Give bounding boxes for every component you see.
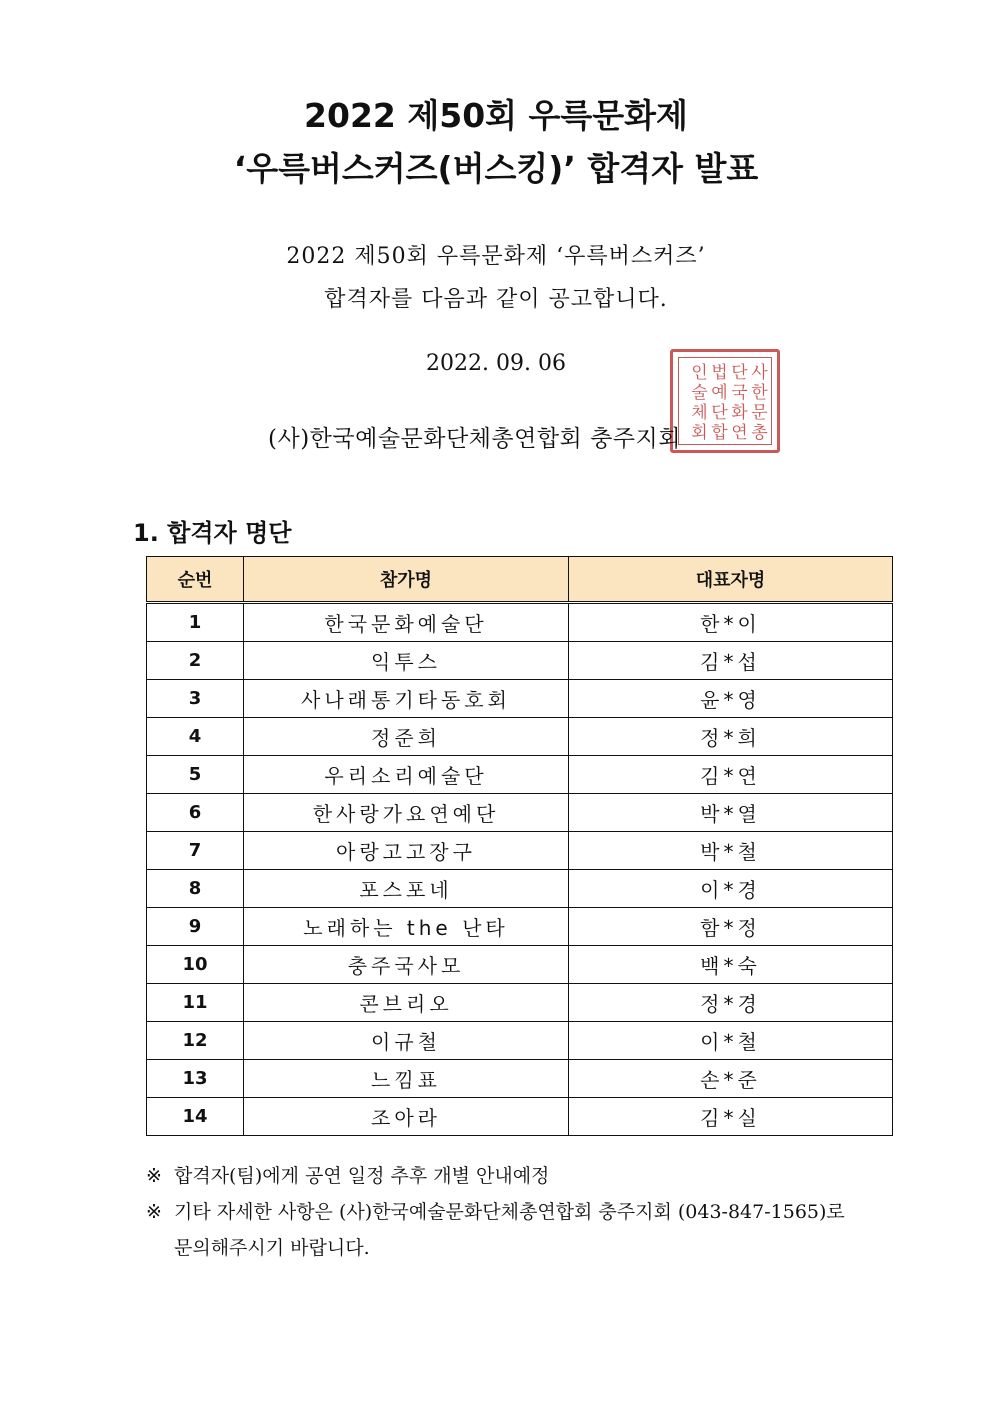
row-representative: 윤*영 bbox=[569, 680, 893, 718]
row-representative: 정*희 bbox=[569, 718, 893, 756]
row-representative: 정*경 bbox=[569, 984, 893, 1022]
page-title-line1: 2022 제50회 우륵문화제 bbox=[304, 96, 688, 135]
organization-name: (사)한국예술문화단체총연합회 충주지회 bbox=[268, 426, 681, 452]
announcement-date: 2022. 09. 06 bbox=[426, 351, 566, 376]
row-participant-name: 이규철 bbox=[244, 1022, 569, 1060]
table-row bbox=[147, 908, 893, 946]
header-participant-name: 참가명 bbox=[244, 557, 569, 603]
note-mark: ※ bbox=[146, 1165, 162, 1187]
row-participant-name: 노래하는 the 난타 bbox=[244, 908, 569, 946]
intro-line2: 합격자를 다음과 같이 공고합니다. bbox=[324, 287, 668, 312]
note-1 bbox=[146, 1158, 906, 1194]
row-representative: 김*섭 bbox=[569, 642, 893, 680]
row-number: 8 bbox=[147, 870, 244, 908]
row-representative: 함*정 bbox=[569, 908, 893, 946]
row-representative: 이*철 bbox=[569, 1022, 893, 1060]
row-participant-name: 한사랑가요연예단 bbox=[244, 794, 569, 832]
official-seal: 사단법인 한국예술 문화단체 총연합회 bbox=[670, 349, 780, 453]
note-2 bbox=[146, 1194, 906, 1230]
row-participant-name: 우리소리예술단 bbox=[244, 756, 569, 794]
table-row bbox=[147, 832, 893, 870]
notes bbox=[146, 1158, 906, 1266]
row-participant-name: 콘브리오 bbox=[244, 984, 569, 1022]
row-number: 2 bbox=[147, 642, 244, 680]
row-representative: 김*연 bbox=[569, 756, 893, 794]
table-row bbox=[147, 642, 893, 680]
row-representative: 김*실 bbox=[569, 1098, 893, 1136]
table-row bbox=[147, 1022, 893, 1060]
row-number: 4 bbox=[147, 718, 244, 756]
row-participant-name: 익투스 bbox=[244, 642, 569, 680]
row-number: 13 bbox=[147, 1060, 244, 1098]
page-title-line2: ‘우륵버스커즈(버스킹)’ 합격자 발표 bbox=[233, 149, 759, 188]
table-row bbox=[147, 946, 893, 984]
table-row bbox=[147, 1098, 893, 1136]
row-number: 1 bbox=[147, 603, 244, 642]
row-participant-name: 느낌표 bbox=[244, 1060, 569, 1098]
table-row bbox=[147, 603, 893, 642]
row-representative: 이*경 bbox=[569, 870, 893, 908]
row-number: 3 bbox=[147, 680, 244, 718]
table-row bbox=[147, 984, 893, 1022]
row-participant-name: 사나래통기타동호회 bbox=[244, 680, 569, 718]
row-participant-name: 아랑고고장구 bbox=[244, 832, 569, 870]
row-representative: 한*이 bbox=[569, 603, 893, 642]
note-1-text: 합격자(팀)에게 공연 일정 추후 개별 안내예정 bbox=[174, 1165, 550, 1187]
row-representative: 박*철 bbox=[569, 832, 893, 870]
note-2-text: 기타 자세한 사항은 (사)한국예술문화단체총연합회 충주지회 (043-847-1565)로 bbox=[174, 1201, 845, 1223]
table-header-row bbox=[147, 557, 893, 603]
row-participant-name: 정준희 bbox=[244, 718, 569, 756]
table-row bbox=[147, 718, 893, 756]
table-row bbox=[147, 870, 893, 908]
header-number: 순번 bbox=[147, 557, 244, 603]
row-number: 12 bbox=[147, 1022, 244, 1060]
row-number: 11 bbox=[147, 984, 244, 1022]
row-number: 7 bbox=[147, 832, 244, 870]
row-number: 5 bbox=[147, 756, 244, 794]
intro-line1: 2022 제50회 우륵문화제 ‘우륵버스커즈’ bbox=[286, 244, 706, 269]
row-participant-name: 조아라 bbox=[244, 1098, 569, 1136]
table-row bbox=[147, 756, 893, 794]
passers-table bbox=[146, 556, 893, 1136]
row-number: 14 bbox=[147, 1098, 244, 1136]
table-row bbox=[147, 794, 893, 832]
section-title: 1. 합격자 명단 bbox=[133, 519, 292, 547]
row-participant-name: 포스포네 bbox=[244, 870, 569, 908]
row-participant-name: 충주국사모 bbox=[244, 946, 569, 984]
row-representative: 백*숙 bbox=[569, 946, 893, 984]
row-representative: 손*준 bbox=[569, 1060, 893, 1098]
row-number: 6 bbox=[147, 794, 244, 832]
row-number: 9 bbox=[147, 908, 244, 946]
row-representative: 박*열 bbox=[569, 794, 893, 832]
header-representative: 대표자명 bbox=[569, 557, 893, 603]
row-participant-name: 한국문화예술단 bbox=[244, 603, 569, 642]
note-mark: ※ bbox=[146, 1201, 162, 1223]
note-2-continuation: 문의해주시기 바랍니다. bbox=[174, 1237, 370, 1259]
row-number: 10 bbox=[147, 946, 244, 984]
table-row bbox=[147, 1060, 893, 1098]
table-row bbox=[147, 680, 893, 718]
